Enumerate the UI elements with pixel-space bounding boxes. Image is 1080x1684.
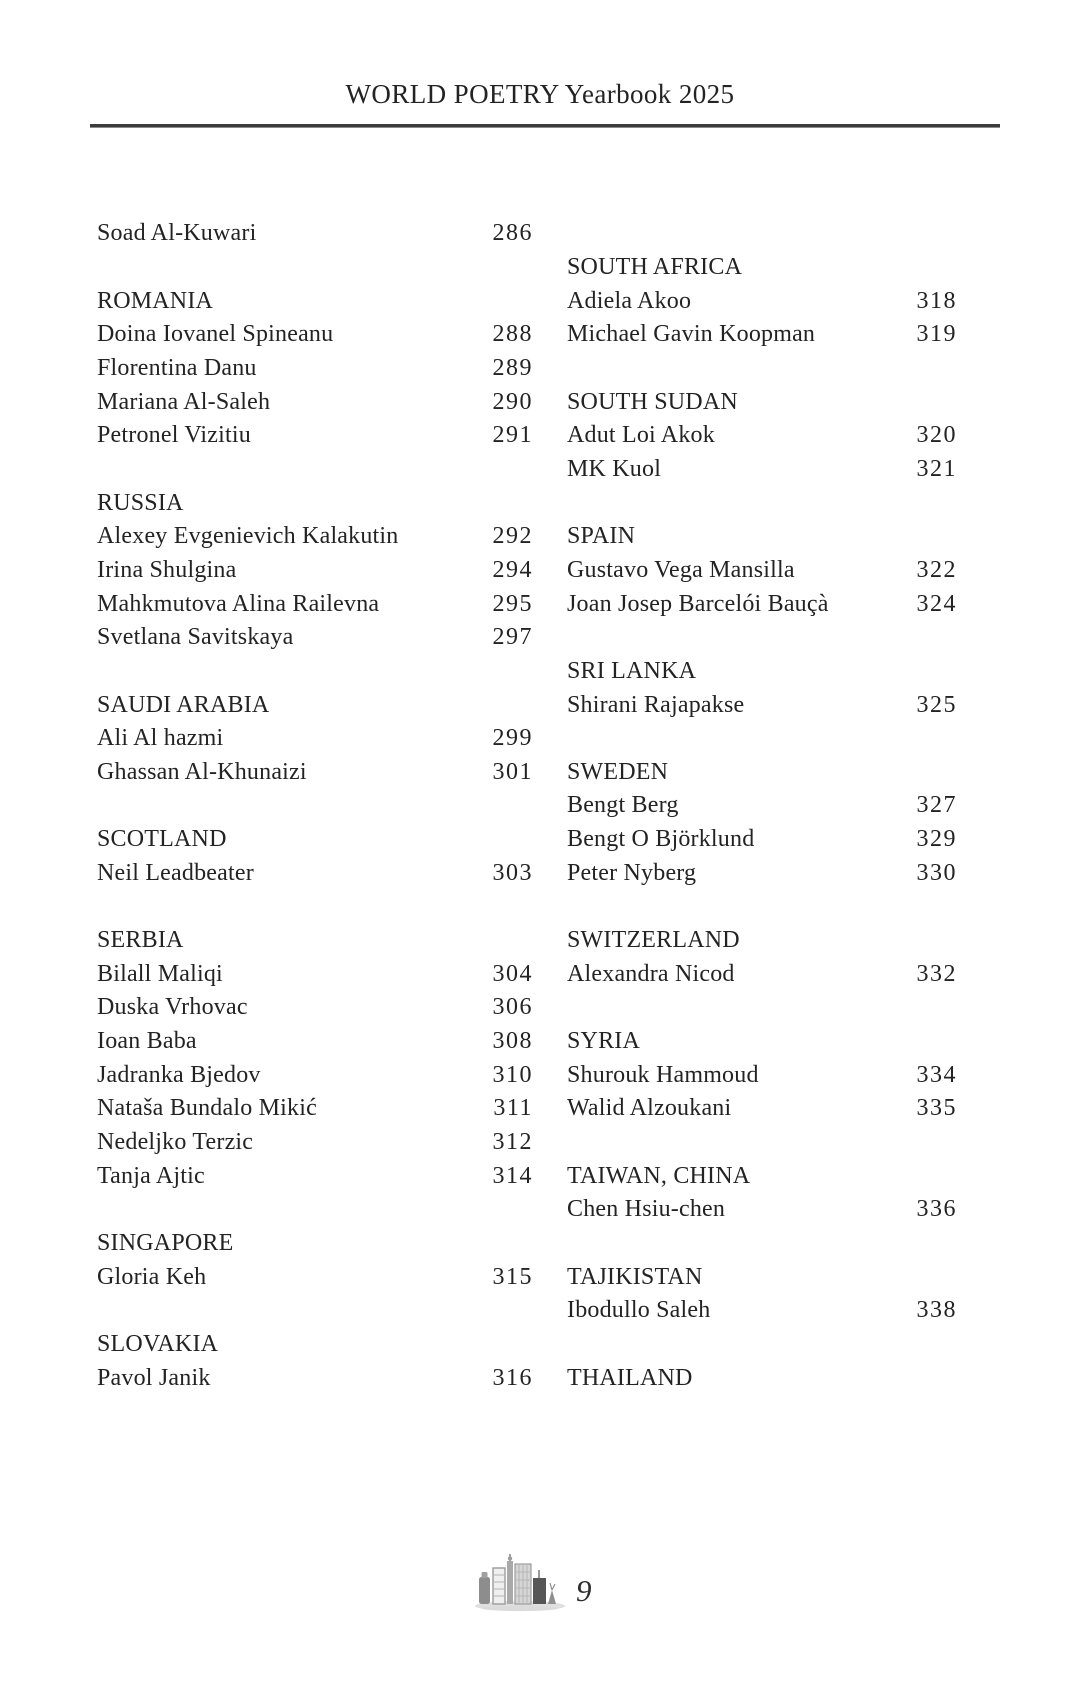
toc-entry: Gustavo Vega Mansilla 322 (567, 556, 957, 583)
toc-entry: Petronel Vizitiu 291 (97, 422, 533, 449)
toc-entry: Irina Shulgina 294 (97, 556, 533, 583)
toc-entry: Walid Alzoukani 335 (567, 1095, 957, 1122)
toc-entry: Svetlana Savitskaya 297 (97, 624, 533, 651)
country-heading: SRI LANKA (567, 657, 697, 684)
country-heading: SPAIN (567, 523, 636, 550)
toc-entry: Joan Josep Barcelói Bauçà 324 (567, 590, 957, 617)
toc-entry: Mariana Al-Saleh 290 (97, 388, 533, 415)
toc-entry: Nedeljko Terzic 312 (97, 1129, 533, 1156)
row-spacer (97, 1294, 533, 1328)
row-spacer (97, 789, 533, 823)
country-heading: TAIWAN, CHINA (567, 1162, 751, 1189)
toc-entry: Florentina Danu 289 (97, 354, 533, 381)
toc-entry: MK Kuol 321 (567, 455, 957, 482)
toc-entry: Ghassan Al-Khunaizi 301 (97, 758, 533, 785)
toc-entry: Bengt O Björklund 329 (567, 826, 957, 853)
country-heading: TAJIKISTAN (567, 1263, 703, 1290)
toc-entry: Pavol Janik 316 (97, 1364, 533, 1391)
country-heading: SINGAPORE (97, 1230, 234, 1257)
row-spacer (567, 621, 957, 655)
toc-entry: Bilall Maliqi 304 (97, 960, 533, 987)
toc-entry: Gloria Keh 315 (97, 1263, 533, 1290)
toc-entry: Peter Nyberg 330 (567, 859, 957, 886)
row-spacer (567, 991, 957, 1025)
row-spacer (567, 1126, 957, 1160)
toc-entry: Doina Iovanel Spineanu 288 (97, 321, 533, 348)
country-heading: SWITZERLAND (567, 927, 740, 954)
row-spacer (97, 251, 533, 285)
page-number: 9 (576, 1573, 592, 1608)
page-title: WORLD POETRY Yearbook 2025 (345, 79, 735, 109)
toc-entry: Duska Vrhovac 306 (97, 994, 533, 1021)
toc-entry: Adut Loi Akok 320 (567, 422, 957, 449)
toc-entry: Alexandra Nicod 332 (567, 960, 957, 987)
toc-entry: Ali Al hazmi 299 (97, 725, 533, 752)
row-spacer (97, 890, 533, 924)
toc-entry: Shirani Rajapakse 325 (567, 691, 957, 718)
toc-entry: Adiela Akoo 318 (567, 287, 957, 314)
toc-entry: Mahkmutova Alina Railevna 295 (97, 590, 533, 617)
toc-entry: Alexey Evgenievich Kalakutin 292 (97, 523, 533, 550)
city-skyline-icon (474, 1553, 566, 1613)
toc-entry: Tanja Ajtic 314 (97, 1162, 533, 1189)
country-heading: SWEDEN (567, 758, 669, 785)
toc-entry: Shurouk Hammoud 334 (567, 1061, 957, 1088)
toc-right-column (567, 217, 957, 1395)
row-spacer (97, 1193, 533, 1227)
toc-entry: Neil Leadbeater 303 (97, 859, 533, 886)
toc-entry: Soad Al-Kuwari 286 (97, 220, 533, 247)
row-spacer (567, 486, 957, 520)
country-heading: THAILAND (567, 1364, 693, 1391)
toc-entry: Michael Gavin Koopman 319 (567, 321, 957, 348)
toc-entry: Bengt Berg 327 (567, 792, 957, 819)
page-footer (0, 1545, 1080, 1625)
country-heading: SLOVAKIA (97, 1330, 219, 1357)
toc-entry: Nataša Bundalo Mikić 311 (97, 1095, 533, 1122)
country-heading: SOUTH SUDAN (567, 388, 738, 415)
toc-left-column (97, 217, 533, 1395)
country-heading: SOUTH AFRICA (567, 253, 743, 280)
row-spacer (567, 1328, 957, 1362)
row-spacer (567, 352, 957, 386)
toc-entry: Ibodullo Saleh 338 (567, 1297, 957, 1324)
row-spacer (567, 217, 957, 251)
country-heading: SAUDI ARABIA (97, 691, 270, 718)
row-spacer (567, 890, 957, 924)
toc-entry: Jadranka Bjedov 310 (97, 1061, 533, 1088)
row-spacer (567, 1227, 957, 1261)
country-heading: SYRIA (567, 1028, 641, 1055)
row-spacer (97, 453, 533, 487)
country-heading: RUSSIA (97, 489, 184, 516)
row-spacer (97, 655, 533, 689)
country-heading: SERBIA (97, 927, 184, 954)
header-divider (90, 124, 1000, 128)
row-spacer (567, 722, 957, 756)
country-heading: SCOTLAND (97, 826, 227, 853)
toc-entry: Chen Hsiu-chen 336 (567, 1196, 957, 1223)
toc-entry: Ioan Baba 308 (97, 1028, 533, 1055)
country-heading: ROMANIA (97, 287, 214, 314)
